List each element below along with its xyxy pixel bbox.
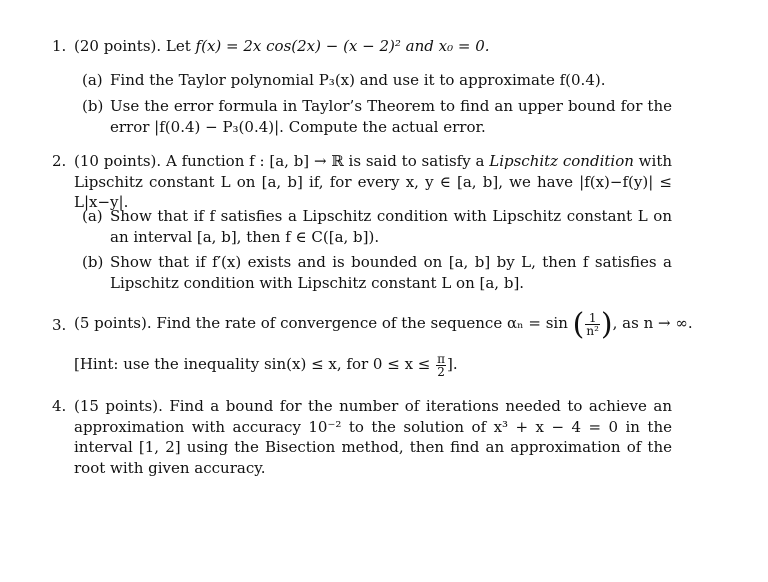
problem-1a-text: Find the Taylor polynomial P₃(x) and use it to approximate f(0.4). bbox=[110, 71, 606, 89]
problem-3-fraction: $\frac{1}{\text{n²}}$ bbox=[586, 310, 599, 338]
problem-2b-text: Show that if f′(x) exists and is bounded on [a, b] by L, then f satisfies a Lipschitz condition with Lipschitz constant L on [a, b]. bbox=[110, 253, 672, 292]
problem-3-hint bbox=[74, 346, 674, 382]
problem-1b-label: (b) bbox=[82, 97, 104, 115]
problem-1b-text: Use the error formula in Taylor’s Theorem to find an upper bound for the error |f(0.4) − P₃(0.4)|. Compute the actual error. bbox=[110, 97, 672, 136]
problem-1-statement bbox=[74, 36, 674, 57]
problem-2-rest: with Lipschitz constant L on [a, b] if, for every x, y ∈ [a, b], we have |f(x)−f(y)| ≤ L|x−y|. bbox=[74, 152, 673, 211]
problem-2a-label: (a) bbox=[82, 207, 103, 225]
problem-4-number: 4. bbox=[52, 397, 67, 415]
problem-2a-text: Show that if f satisfies a Lipschitz condition with Lipschitz constant L on an interval [a, b], then f ∈ C([a, b]). bbox=[110, 207, 672, 246]
problem-3-tail: , as n → ∞. bbox=[612, 314, 693, 332]
problem-3-number: 3. bbox=[52, 316, 67, 334]
right-paren: ) bbox=[600, 307, 613, 342]
problem-4-text: (15 points). Find a bound for the number of iterations needed to achieve an approximation with accuracy 10⁻² to the solution of x³ + x − 4 = 0 in the interval [1, 2] using the Bisection method, then find an approximation of the root with given accuracy. bbox=[74, 397, 672, 477]
problem-3-hint-lead: [Hint: use the inequality sin(x) ≤ x, for 0 ≤ x ≤ bbox=[74, 355, 436, 373]
problem-3-lead: (5 points). Find the rate of convergence of the sequence αₙ = sin bbox=[74, 314, 568, 332]
problem-2b-label: (b) bbox=[82, 253, 104, 271]
problem-2-number: 2. bbox=[52, 152, 67, 170]
problem-3-hint-tail: ]. bbox=[447, 355, 458, 373]
problem-2-emphasis: Lipschitz condition bbox=[489, 152, 634, 170]
problem-1-math: f(x) = 2x cos(2x) − (x − 2)² and x₀ = 0. bbox=[195, 37, 490, 55]
problem-3-statement bbox=[74, 303, 693, 343]
problem-2-statement bbox=[74, 151, 672, 213]
problem-1-number: 1. bbox=[52, 37, 67, 55]
problem-2-lead: (10 points). A function f : [a, b] → ℝ is said to satisfy a bbox=[74, 152, 490, 170]
problem-1a-label: (a) bbox=[82, 71, 103, 89]
problem-3-hint-fraction: $\frac{\pi}{2}$ bbox=[437, 351, 446, 379]
problem-1-lead: (20 points). Let bbox=[74, 37, 196, 55]
left-paren: ( bbox=[572, 307, 585, 342]
